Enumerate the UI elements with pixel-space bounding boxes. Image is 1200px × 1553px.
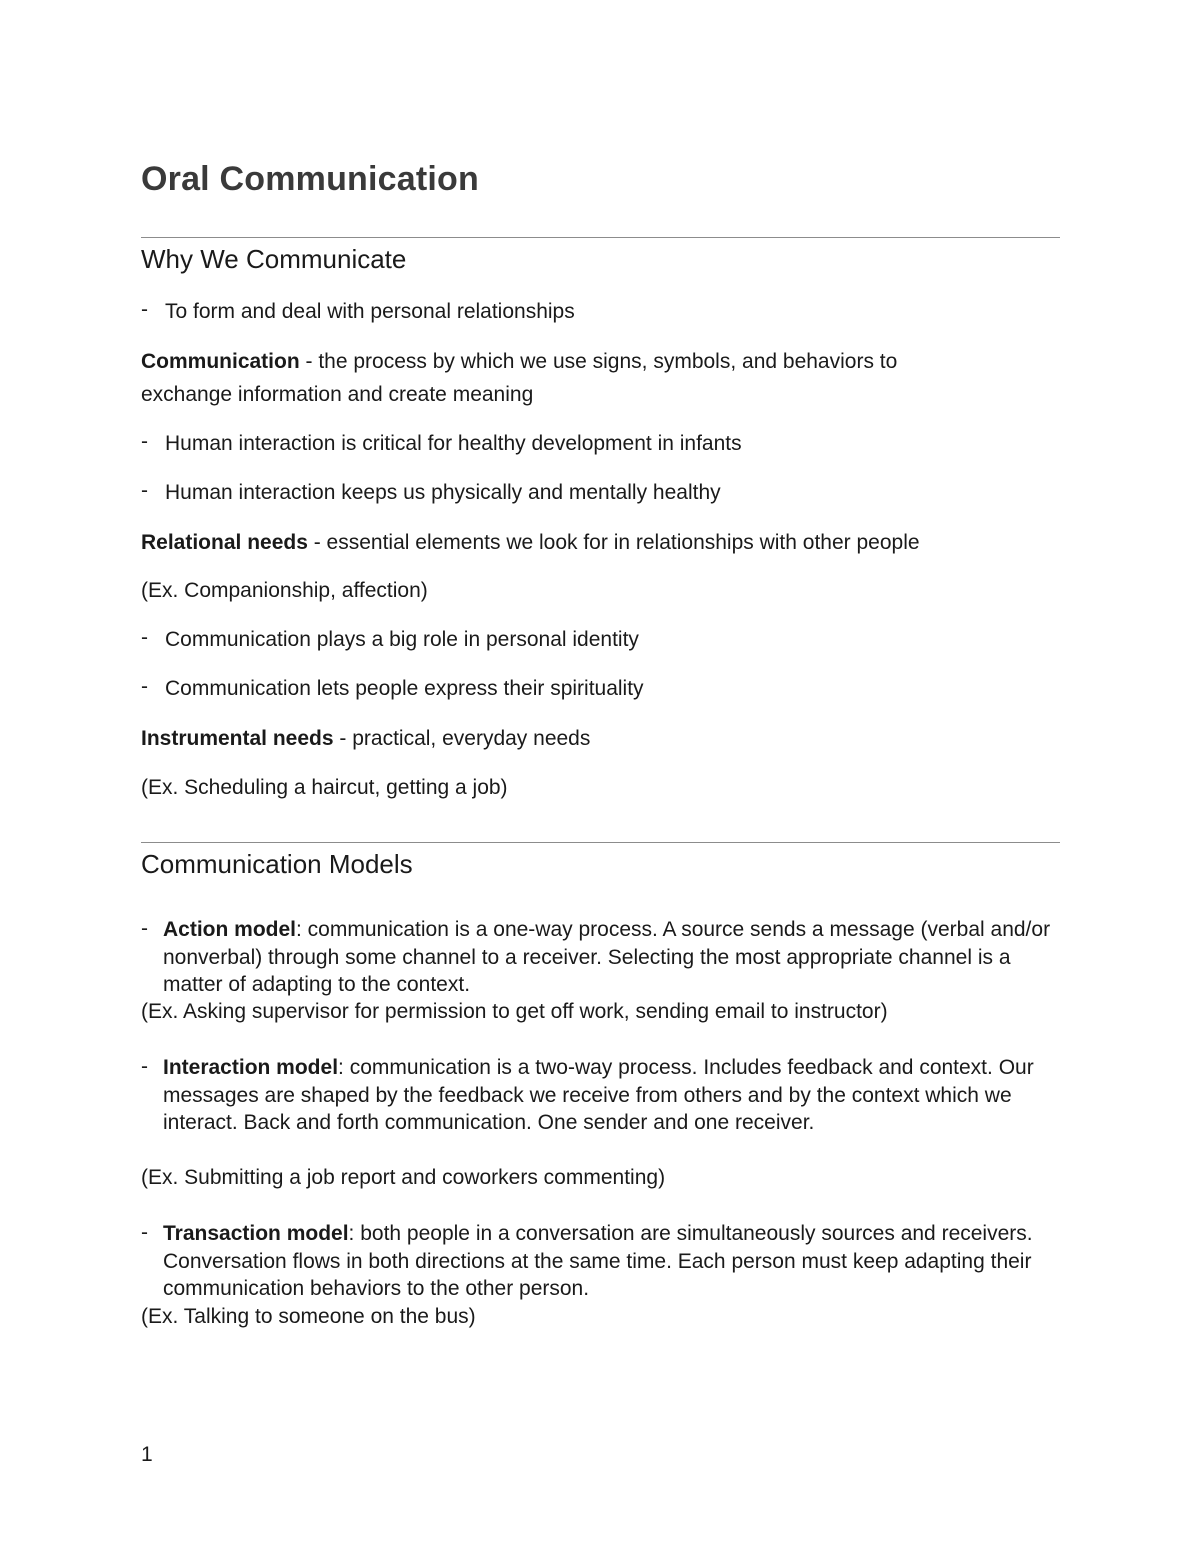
definition-continuation: exchange information and create meaning [141,383,534,406]
definition-text: - practical, everyday needs [333,727,591,750]
definition-text: : communication is a one-way process. A source sends a message (verbal and/or nonverbal) through some channel to a receiver. Selecting the most appropriate channel is a matter of adapting to the context. [163,918,1051,996]
example-text: (Ex. Submitting a job report and coworkers commenting) [141,1166,666,1189]
transaction-model-description [163,1220,1063,1303]
term: Communication [141,350,300,373]
example-text: (Ex. Talking to someone on the bus) [141,1305,476,1328]
divider [141,237,1060,238]
bullet-dash: - [141,626,148,649]
bullet-dash: - [141,1055,148,1078]
definition-instrumental-needs [141,725,590,753]
definition-text: : communication is a two-way process. Includes feedback and context. Our messages are shaped by the feedback we receive from others and by the context which we interact. Back and forth communication. One sender and one receiver. [163,1056,1034,1134]
definition-relational-needs [141,529,920,557]
bullet-dash: - [141,675,148,698]
bullet-item: Human interaction keeps us physically and mentally healthy [165,481,721,504]
example-text: (Ex. Scheduling a haircut, getting a job) [141,776,508,799]
bullet-item: Human interaction is critical for healthy development in infants [165,432,742,455]
bullet-dash: - [141,430,148,453]
page-number: 1 [141,1443,153,1466]
example-text: (Ex. Companionship, affection) [141,579,428,602]
example-text: (Ex. Asking supervisor for permission to get off work, sending email to instructor) [141,1000,888,1023]
definition-text: : both people in a conversation are simultaneously sources and receivers. Conversation flows in both directions at the same time. Each person must keep adapting their communication behaviors to the other person. [163,1222,1033,1300]
bullet-dash: - [141,479,148,502]
bullet-dash: - [141,917,148,940]
definition-text: - the process by which we use signs, symbols, and behaviors to [299,350,898,373]
bullet-item: Communication lets people express their spirituality [165,677,644,700]
term: Instrumental needs [141,727,334,750]
interaction-model-description [163,1054,1063,1137]
divider [141,842,1060,843]
term: Relational needs [141,531,308,554]
term: Interaction model [163,1056,339,1079]
definition-text: - essential elements we look for in relationships with other people [307,531,920,554]
bullet-item: Communication plays a big role in personal identity [165,628,639,651]
page-title: Oral Communication [141,160,479,198]
bullet-dash: - [141,298,148,321]
bullet-dash: - [141,1221,148,1244]
definition-communication [141,348,897,376]
term: Transaction model [163,1222,349,1245]
bullet-item: To form and deal with personal relationships [165,300,575,323]
section-heading-communication-models: Communication Models [141,849,413,879]
term: Action model [163,918,297,941]
section-heading-why-we-communicate: Why We Communicate [141,244,407,274]
action-model-description [163,916,1063,999]
